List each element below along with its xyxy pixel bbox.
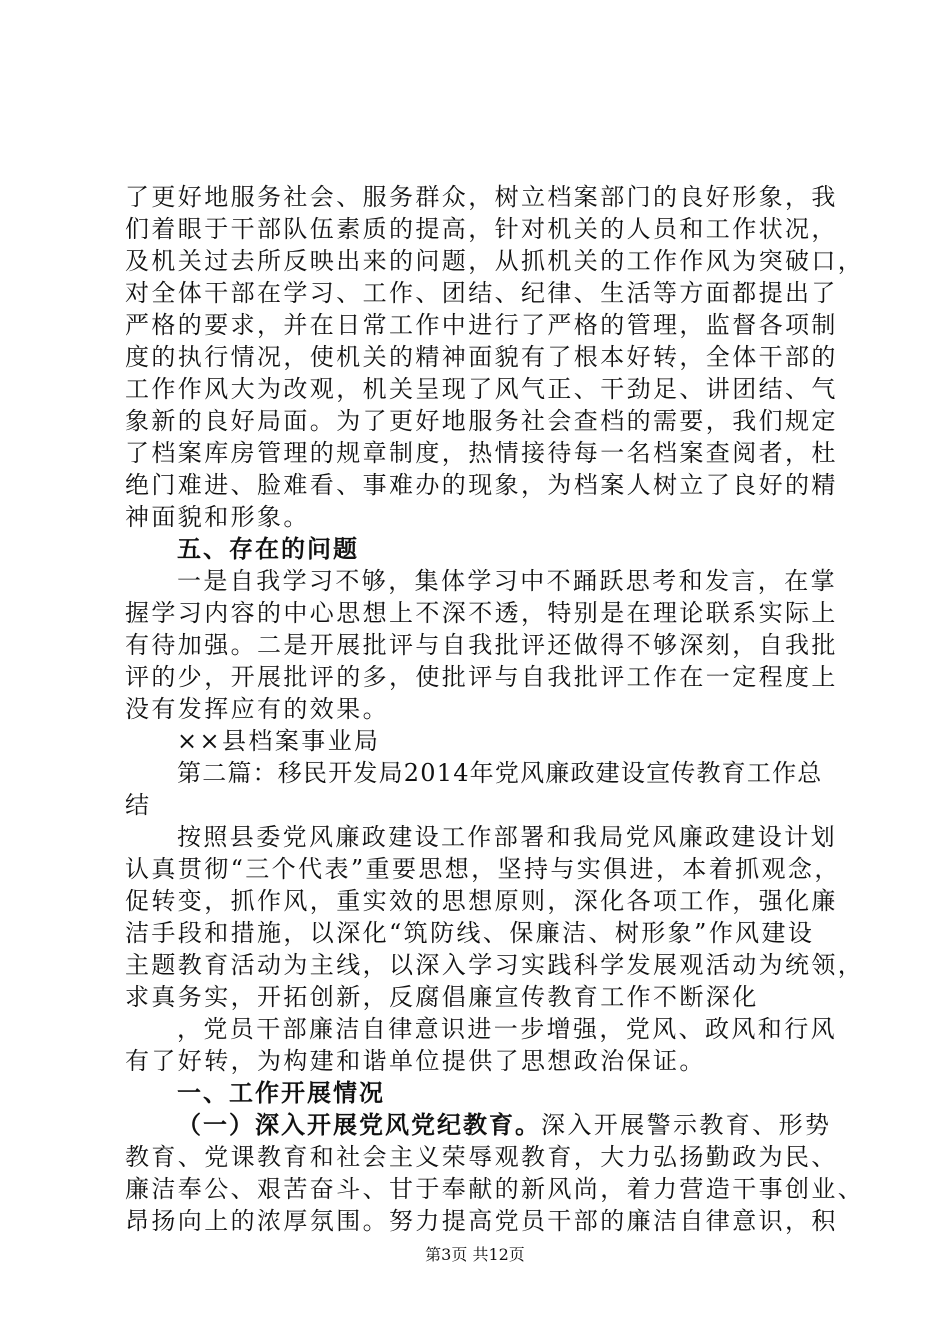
paragraph-line: 主题教育活动为主线，以深入学习实践科学发展观活动为统领， (125, 951, 865, 979)
paragraph-line: 一是自我学习不够，集体学习中不踊跃思考和发言，在掌 (177, 567, 837, 595)
paragraph-line: 有待加强。二是开展批评与自我批评还做得不够深刻，自我批 (125, 631, 838, 659)
signature-line: ××县档案事业局 (177, 727, 381, 755)
paragraph-line: 求真务实，开拓创新，反腐倡廉宣传教育工作不断深化 (125, 983, 759, 1011)
paragraph-line: 绝门难进、脸难看、事难办的现象，为档案人树立了良好的精 (125, 471, 838, 499)
paragraph-line: 及机关过去所反映出来的问题，从抓机关的工作作风为突破口， (125, 247, 865, 275)
paragraph-line: 握学习内容的中心思想上不深不透，特别是在理论联系实际上 (125, 599, 838, 627)
paragraph-line: 教育、党课教育和社会主义荣辱观教育，大力弘扬勤政为民、 (125, 1143, 838, 1171)
paragraph-line: 没有发挥应有的效果。 (125, 695, 389, 723)
paragraph-text: 深入开展警示教育、形势 (541, 1111, 832, 1139)
paragraph-line: 对全体干部在学习、工作、团结、纪律、生活等方面都提出了 (125, 279, 838, 307)
page-footer: 第3页 共12页 (425, 1245, 525, 1264)
paragraph-line: 评的少，开展批评的多，使批评与自我批评工作在一定程度上 (125, 663, 838, 691)
paragraph-line: 昂扬向上的浓厚氛围。努力提高党员干部的廉洁自律意识，积 (125, 1207, 838, 1235)
section-heading: 一、工作开展情况 (177, 1079, 385, 1107)
paragraph-line: 洁手段和措施，以深化“筑防线、保廉洁、树形象”作风建设 (125, 919, 815, 947)
paragraph-line: 工作作风大为改观，机关呈现了风气正、干劲足、讲团结、气 (125, 375, 838, 403)
paragraph-line: 严格的要求，并在日常工作中进行了严格的管理，监督各项制 (125, 311, 838, 339)
paragraph-line: ，党员干部廉洁自律意识进一步增强，党风、政风和行风 (177, 1015, 837, 1043)
paragraph-line: 廉洁奉公、艰苦奋斗、甘于奉献的新风尚，着力营造干事创业、 (125, 1175, 865, 1203)
paragraph-line: 有了好转，为构建和谐单位提供了思想政治保证。 (125, 1047, 706, 1075)
paragraph-line-first (177, 1109, 831, 1141)
paragraph-line: 度的执行情况，使机关的精神面貌有了根本好转，全体干部的 (125, 343, 838, 371)
section-heading: 五、存在的问题 (177, 535, 359, 563)
chapter-title: 第二篇：移民开发局2014年党风廉政建设宣传教育工作总 (177, 759, 823, 787)
paragraph-line: 了档案库房管理的规章制度，热情接待每一名档案查阅者，杜 (125, 439, 838, 467)
subsection-heading: （一）深入开展党风党纪教育。 (177, 1111, 541, 1139)
paragraph-line: 认真贯彻“三个代表”重要思想，坚持与实俱进，本着抓观念， (125, 855, 841, 883)
paragraph-line: 神面貌和形象。 (125, 503, 310, 531)
paragraph-line: 们着眼于干部队伍素质的提高，针对机关的人员和工作状况， (125, 215, 838, 243)
paragraph-line: 促转变，抓作风，重实效的思想原则，深化各项工作，强化廉 (125, 887, 838, 915)
paragraph-line: 象新的良好局面。为了更好地服务社会查档的需要，我们规定 (125, 407, 838, 435)
chapter-title-cont: 结 (125, 791, 152, 819)
paragraph-line: 了更好地服务社会、服务群众，树立档案部门的良好形象，我 (125, 183, 838, 211)
paragraph-line: 按照县委党风廉政建设工作部署和我局党风廉政建设计划 (177, 823, 837, 851)
